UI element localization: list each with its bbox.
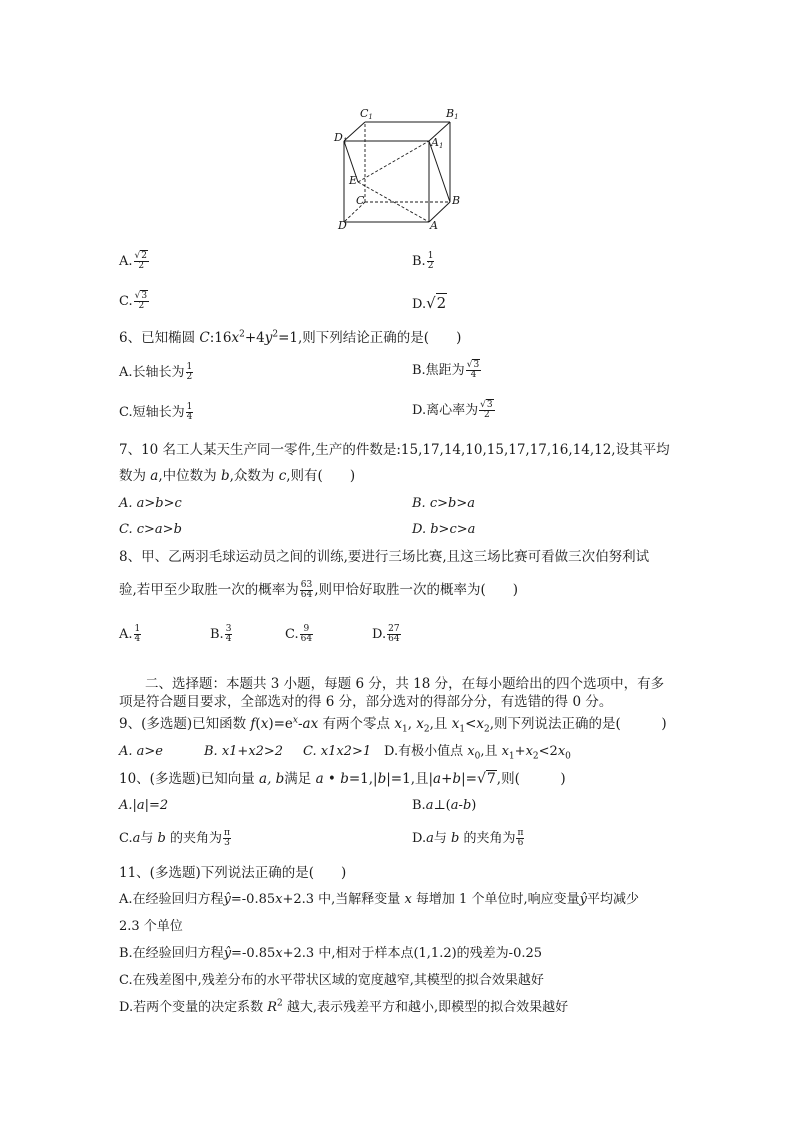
q7-stem-line2: 数为 a,中位数为 b,众数为 c,则有( ) xyxy=(119,468,356,484)
label-C1: C1 xyxy=(360,107,373,121)
q6-stem: 6、已知椭圆 $C:16x^2+4y^2=1$,则下列结论正确的是( ) xyxy=(119,329,462,346)
q5-option-d: D.√2 xyxy=(412,294,447,312)
q10-option-c: C.a与 b 的夹角为 $\frac{\pi}{3}$ xyxy=(119,828,230,848)
q9-option-b: B. x1+x2>2 xyxy=(204,744,284,759)
q6-option-b: B.焦距为 $\frac{√3}{4}$ xyxy=(412,360,480,380)
q11-option-b: B.在经验回归方程ŷ=-0.85x+2.3 中,相对于样本点(1,1.2)的残差为-0.25 xyxy=(119,946,543,961)
label-A: A xyxy=(430,219,438,232)
q6-option-d: D.离心率为 $\frac{√3}{2}$ xyxy=(412,400,493,420)
q10-stem: 10、(多选题)已知向量 a, b满足 a • b=1,|b|=1,且|a+b|=√7,则( ) xyxy=(119,771,566,787)
q8-option-d: D. $\frac{27}{64}$ xyxy=(372,624,400,644)
q9-option-a: A. a>e xyxy=(119,744,163,759)
q8-stem-line1: 8、甲、乙两羽毛球运动员之间的训练,要进行三场比赛,且这三场比赛可看做三次伯努利试 xyxy=(119,549,650,565)
q10-option-a: A.|a|=2 xyxy=(119,798,169,813)
q7-option-c: C. c>a>b xyxy=(119,522,182,537)
section-2-instructions-line2: 项是符合题目要求，全部选对的得 6 分，部分选对的得部分分，有选错的得 0 分。 xyxy=(119,694,613,710)
label-A1: A1 xyxy=(431,136,444,150)
q11-option-d: D.若两个变量的决定系数 $R^2$ 越大,表示残差平方和越小,即模型的拟合效果越好 xyxy=(119,998,569,1015)
q11-option-a-line2: 2.3 个单位 xyxy=(119,919,183,934)
label-E: E xyxy=(349,174,358,187)
q8-option-a: A. $\frac{1}{4}$ xyxy=(119,624,141,644)
q11-stem: 11、(多选题)下列说法正确的是( ) xyxy=(119,865,347,881)
q7-option-d: D. b>c>a xyxy=(412,522,476,537)
q5-option-a: A. $\frac{√2}{2}$ xyxy=(119,251,148,271)
q9-option-c: C. x1x2>1 xyxy=(303,744,372,759)
label-B1: B1 xyxy=(446,107,459,121)
q5-option-b: B. $\frac{1}{2}$ xyxy=(412,251,434,271)
section-2-instructions-line1: 二、选择题：本题共 3 小题，每题 6 分，共 18 分，在每小题给出的四个选项中，有多 xyxy=(145,676,665,692)
q9-option-d: D.有极小值点 $x_0$,且 $x_1+x_2<2x_0$ xyxy=(384,744,571,762)
q11-option-c: C.在残差图中,残差分布的水平带状区域的宽度越窄,其模型的拟合效果越好 xyxy=(119,973,544,988)
q8-stem-line2: 验,若甲至少取胜一次的概率为 $\frac{63}{64}$ ,则甲恰好取胜一次的概率为( ) xyxy=(119,580,519,600)
label-C: C xyxy=(356,194,365,207)
segment-A1-B xyxy=(429,141,450,202)
q10-option-b: B.a⊥(a-b) xyxy=(412,798,477,813)
label-D1: D1 xyxy=(334,131,348,145)
q11-option-a-line1: A.在经验回归方程ŷ=-0.85x+2.3 中,当解释变量 x 每增加 1 个单位时,响应变量ŷ平均减少 xyxy=(119,892,639,907)
hidden-segment-E-A1 xyxy=(358,141,429,182)
q7-option-b: B. c>b>a xyxy=(412,496,475,511)
hidden-segment-E-A xyxy=(358,182,429,222)
cube-figure xyxy=(330,100,470,235)
q6-option-a: A.长轴长为 $\frac{1}{2}$ xyxy=(119,362,193,382)
q6-option-c: C.短轴长为 $\frac{1}{4}$ xyxy=(119,402,193,422)
q10-option-d: D.a与 b 的夹角为 $\frac{\pi}{6}$ xyxy=(412,828,524,848)
q7-stem-line1: 7、10 名工人某天生产同一零件,生产的件数是:15,17,14,10,15,17,17,16,14,12,设其平均 xyxy=(119,442,670,458)
q5-option-c: C. $\frac{√3}{2}$ xyxy=(119,291,148,311)
label-D: D xyxy=(338,219,347,232)
q8-option-c: C. $\frac{9}{64}$ xyxy=(285,624,313,644)
q7-option-a: A. a>b>c xyxy=(119,496,182,511)
q9-stem: 9、(多选题)已知函数 $f(x)=e^x-ax$ 有两个零点 $x_1$, $x_2$,且 $x_1<x_2$,则下列说法正确的是( ) xyxy=(119,715,667,735)
label-B: B xyxy=(452,194,461,207)
q8-option-b: B. $\frac{3}{4}$ xyxy=(210,624,232,644)
